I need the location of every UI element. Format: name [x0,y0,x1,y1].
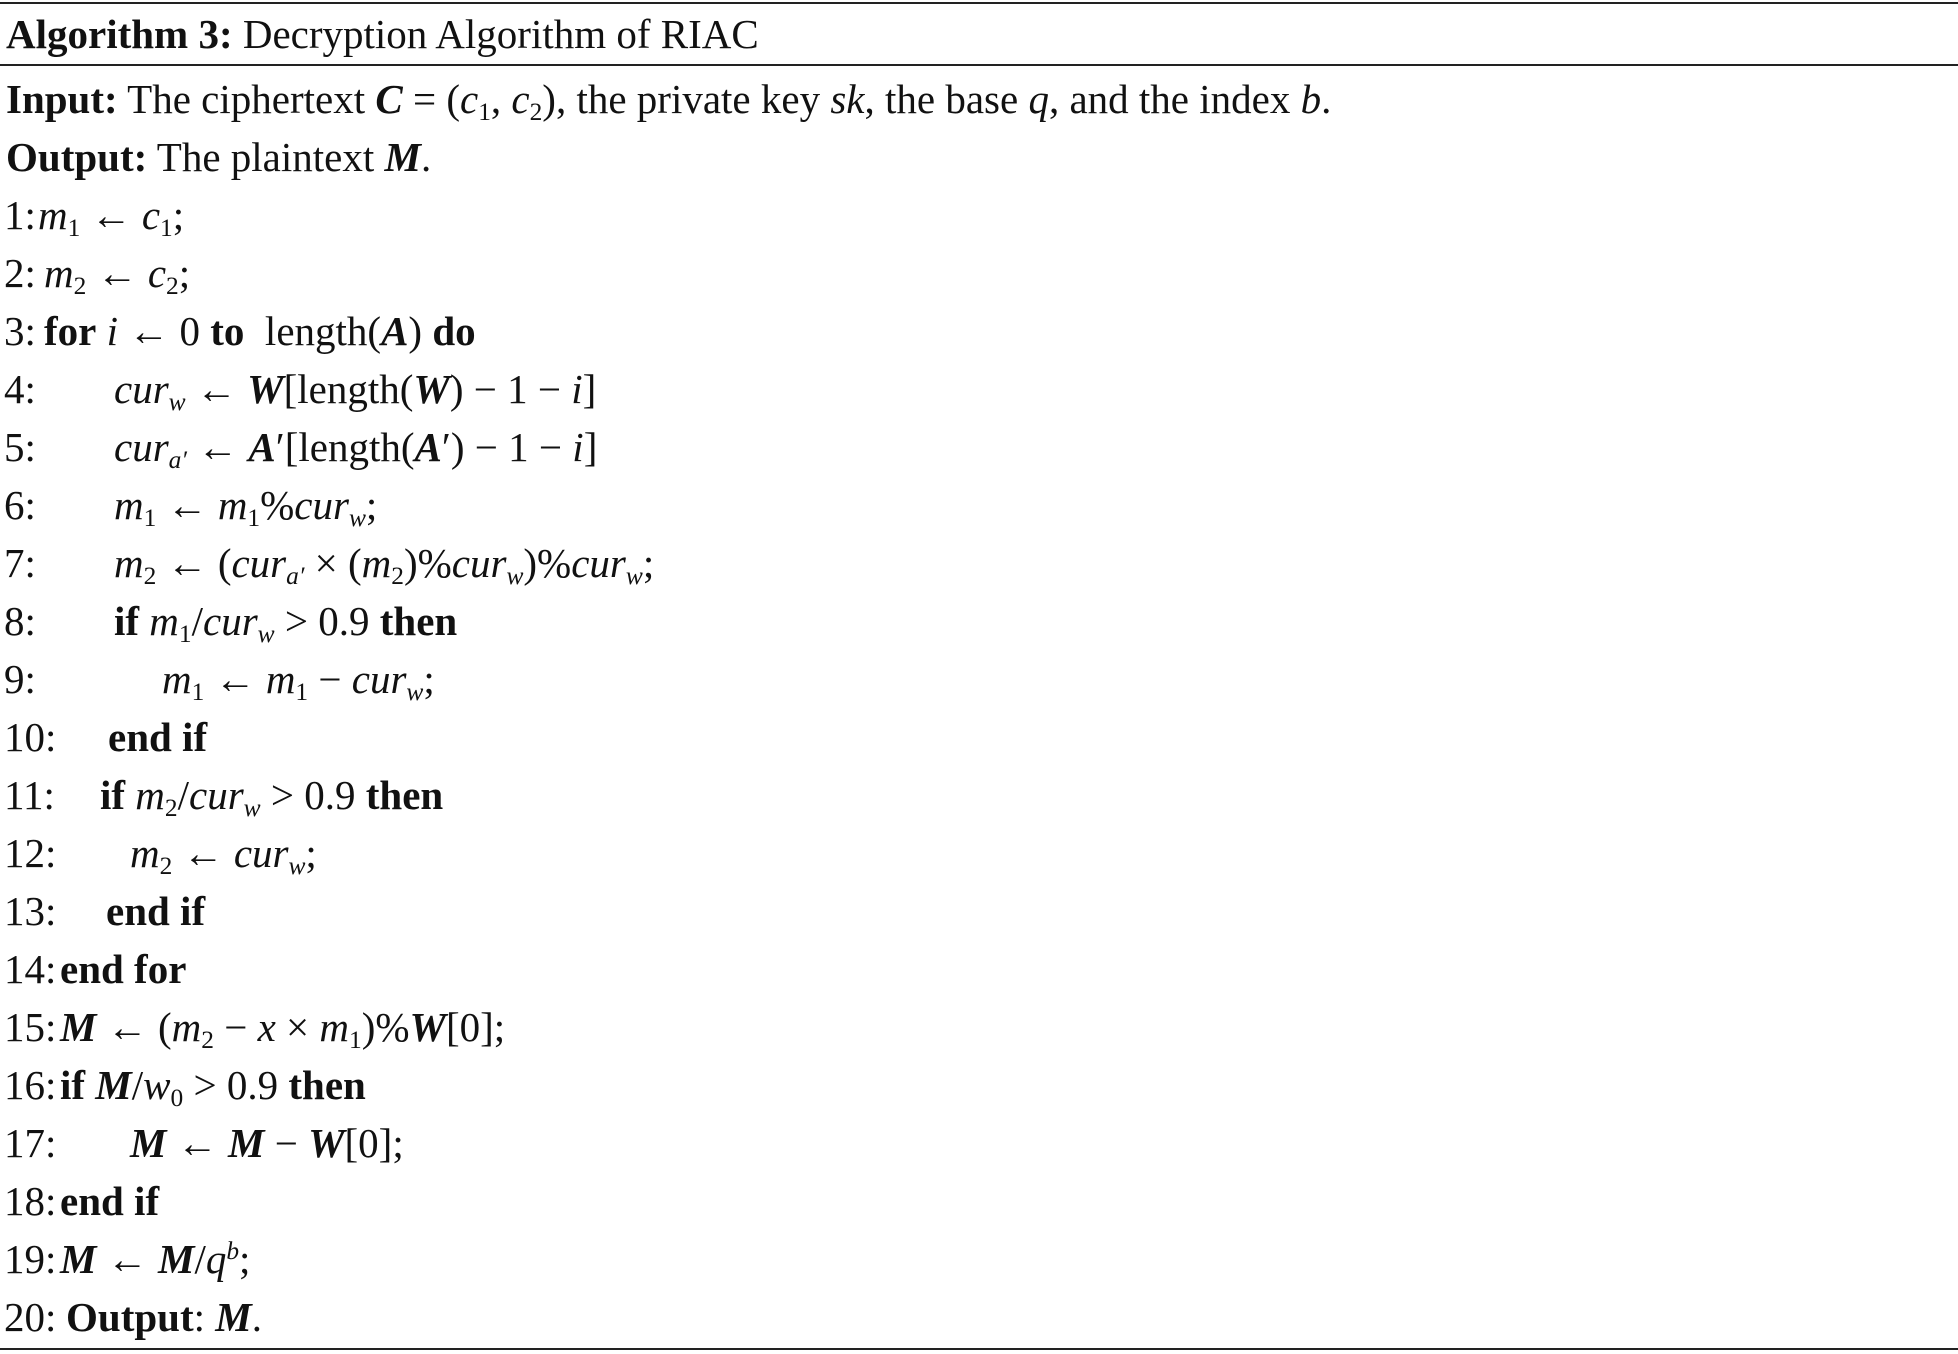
step-code: end if [60,1178,160,1224]
step-code: if $M/w_0 > 0.9$ then [60,1062,366,1113]
step-code: M ← $M/q^b$; [60,1236,251,1282]
step-number: 8: [4,598,36,644]
step-number: 19: [4,1236,57,1282]
step-number: 12: [4,830,57,876]
step-line [0,476,1958,534]
step-code: for i ← 0 to length(A) do [44,308,476,354]
step-line [0,824,1958,882]
step-number: 6: [4,482,36,528]
step-code: end for [60,946,187,992]
algorithm-name: Decryption Algorithm of RIAC [242,11,759,57]
step-code: M ← $(m_2 - x \times m_1)\%W[0]$; [60,1004,506,1055]
input-line: Input: The ciphertext $C = (c_1$, $c_2$), the private key sk, the base q, and the index b. [6,76,1332,127]
input-label: Input: [6,76,118,122]
step-line [0,418,1958,476]
step-number: 13: [4,888,57,934]
step-number: 11: [4,772,55,818]
step-code: end if [106,888,206,934]
step-line [0,592,1958,650]
step-line [0,708,1958,766]
step-number: 3: [4,308,36,354]
step-code: if $m_1/cur_w > 0.9$ then [114,598,458,649]
step-code: $m_1$ ← $m_1\%cur_w$; [114,482,378,533]
step-line [0,998,1958,1056]
step-line [0,244,1958,302]
step-code: $m_1$ ← $m_1 - cur_w$; [162,656,435,707]
step-code: cur$_{a'}$ ← A′[length(A′) − 1 − i] [114,424,598,475]
step-number: 17: [4,1120,57,1166]
step-number: 9: [4,656,36,702]
step-number: 18: [4,1178,57,1224]
step-line [0,766,1958,824]
step-line [0,1172,1958,1230]
step-number: 7: [4,540,36,586]
algorithm-label: Algorithm 3: [6,11,233,57]
step-code: M ← M − W[0]; [130,1120,404,1166]
step-line [0,1056,1958,1114]
header-rule [0,64,1958,66]
step-number: 5: [4,424,36,470]
step-code: cur$_w$ ← W[length(W) − 1 − i] [114,366,597,417]
step-number: 4: [4,366,36,412]
step-code: $m_2$ ← cur$_w$; [130,830,317,881]
step-code: $m_2$ ← $c_2$; [44,250,191,301]
step-number: 20: [4,1294,57,1340]
step-code: $m_1$ ← $c_1$; [38,192,185,243]
step-line [0,186,1958,244]
step-code: $m_2$ ← $(cur_{a'} \times (m_2)\%cur_w)\%cur_w$; [114,540,655,591]
step-line [0,302,1958,360]
step-line [0,534,1958,592]
step-code: Output: M. [66,1294,262,1340]
step-line [0,1288,1958,1346]
output-line: Output: The plaintext M. [6,134,432,180]
step-line [0,360,1958,418]
step-number: 15: [4,1004,57,1050]
step-line [0,650,1958,708]
step-line [0,1230,1958,1288]
algorithm-title [6,6,759,62]
step-number: 14: [4,946,57,992]
top-rule [0,2,1958,4]
output-label: Output: [6,134,148,180]
step-code: if $m_2/cur_w > 0.9$ then [100,772,444,823]
step-line [0,940,1958,998]
algorithm-steps [0,186,1958,1346]
bottom-rule [0,1348,1958,1350]
step-line [0,1114,1958,1172]
step-line [0,882,1958,940]
step-number: 2: [4,250,36,296]
step-number: 16: [4,1062,57,1108]
step-code: end if [108,714,208,760]
step-number: 1: [4,192,36,238]
step-number: 10: [4,714,57,760]
